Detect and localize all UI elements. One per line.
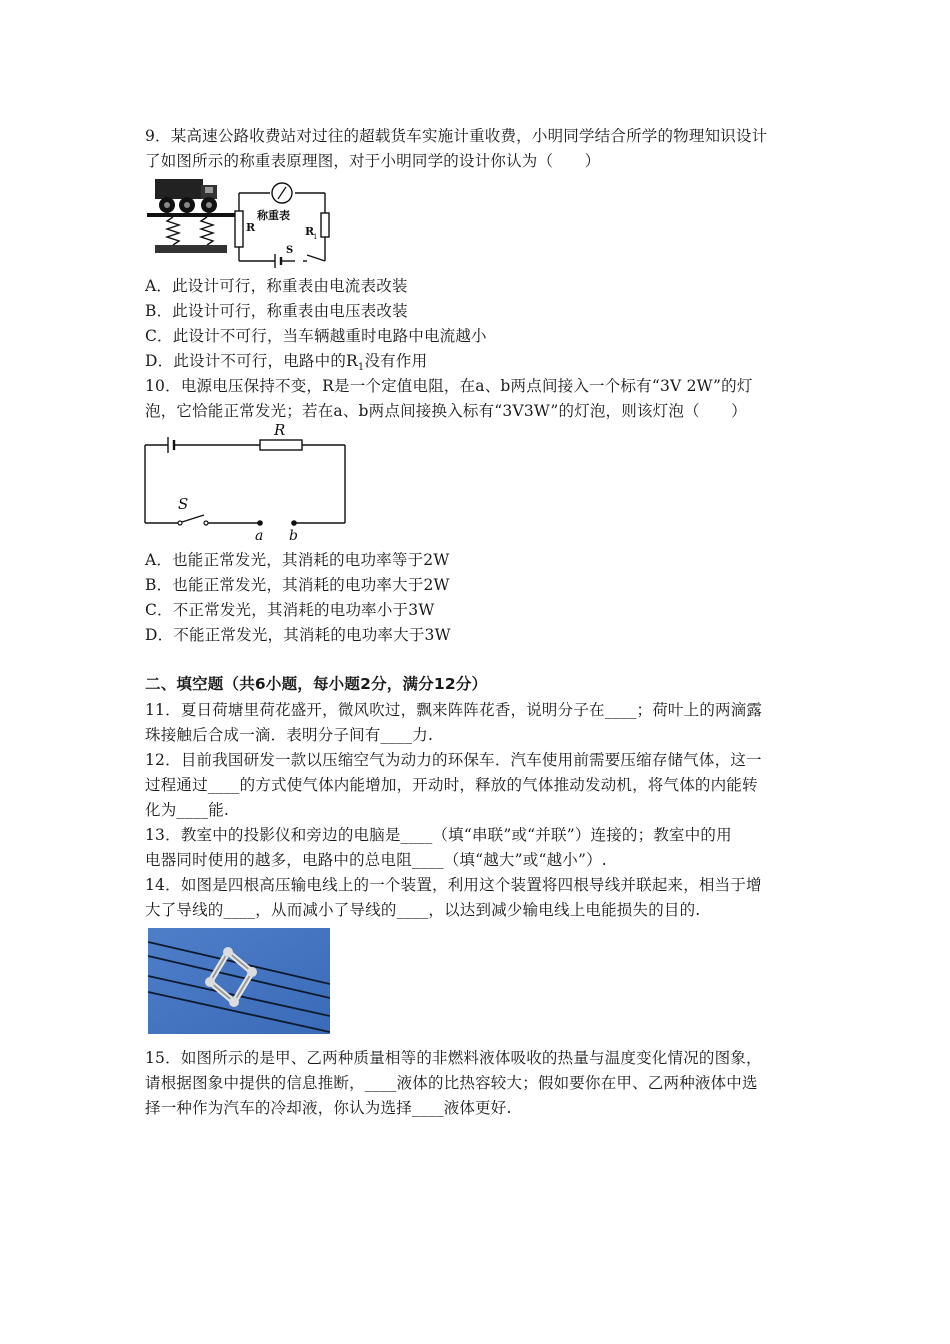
q9-option-d-tail: 没有作用 (364, 352, 428, 370)
q10-option-d: D．不能正常发光，其消耗的电功率大于3W (145, 626, 451, 644)
b-label: b (289, 528, 298, 543)
q9-option-b: B．此设计可行，称重表由电压表改装 (145, 302, 408, 320)
q13-line-1: 13．教室中的投影仪和旁边的电脑是____（填“串联”或“并联”）连接的；教室中的用 (145, 826, 732, 844)
q9-stem-line-2: 了如图所示的称重表原理图，对于小明同学的设计你认为（ ） (145, 152, 601, 170)
q15-line-2: 请根据图象中提供的信息推断，____液体的比热容较大；假如要你在甲、乙两种液体中选 (145, 1074, 758, 1092)
r1-subscript: 1 (313, 233, 318, 241)
q10-option-c: C．不正常发光，其消耗的电功率小于3W (145, 601, 435, 619)
q9-weighing-circuit-figure (145, 173, 330, 268)
q12-line-2: 过程通过____的方式使气体内能增加，开动时，释放的气体推动发动机，将气体的内能转 (145, 776, 758, 794)
q10-option-a: A．也能正常发光，其消耗的电功率等于2W (145, 551, 450, 569)
switch-label: S (286, 245, 294, 256)
q11-line-2: 珠接触后合成一滴．表明分子间有____力. (145, 726, 434, 744)
q9-option-c: C．此设计不可行，当车辆越重时电路中电流越小 (145, 327, 487, 345)
q14-line-1: 14．如图是四根高压输电线上的一个装置，利用这个装置将四根导线并联起来，相当于增 (145, 876, 762, 894)
q12-line-1: 12．目前我国研发一款以压缩空气为动力的环保车．汽车使用前需要压缩存储气体，这一 (145, 751, 762, 769)
q15-line-3: 择一种作为汽车的冷却液，你认为选择____液体更好. (145, 1099, 512, 1117)
q10-stem-line-2: 泡，它恰能正常发光；若在a、b两点间接换入标有“3V3W”的灯泡，则该灯泡（ ） (145, 402, 747, 420)
q9-option-d-text: D．此设计不可行，电路中的R (145, 352, 358, 370)
q10-stem-line-1: 10．电源电压保持不变，R是一个定值电阻，在a、b两点间接入一个标有“3V 2W”的灯 (145, 377, 753, 395)
q15-line-1: 15．如图所示的是甲、乙两种质量相等的非燃料液体吸收的热量与温度变化情况的图象， (145, 1049, 762, 1067)
a-label: a (255, 528, 264, 543)
section-2-title: 二、填空题（共6小题，每小题2分，满分12分） (145, 675, 488, 693)
q9-option-d-subscript: 1 (357, 362, 365, 374)
s-label: S (178, 495, 189, 513)
power-line-spacer-photo (148, 928, 330, 1034)
r-label: R (246, 221, 256, 234)
q10-circuit-figure (140, 423, 350, 543)
meter-label: 称重表 (257, 209, 290, 222)
q9-stem-line-1: 9．某高速公路收费站对过往的超载货车实施计重收费，小明同学结合所学的物理知识设计 (145, 127, 768, 145)
q10-option-b: B．也能正常发光，其消耗的电功率大于2W (145, 576, 450, 594)
q9-option-a: A．此设计可行，称重表由电流表改装 (145, 277, 408, 295)
q13-line-2: 电器同时使用的越多，电路中的总电阻____（填“越大”或“越小”）. (145, 851, 607, 869)
q14-line-2: 大了导线的____，从而减小了导线的____，以达到减少输电线上电能损失的目的. (145, 901, 701, 919)
q12-line-3: 化为____能. (145, 801, 230, 819)
r-label: R (274, 423, 286, 439)
q11-line-1: 11．夏日荷塘里荷花盛开，微风吹过，飘来阵阵花香，说明分子在____；荷叶上的两滴露 (145, 701, 763, 719)
r1-label: R (305, 225, 315, 238)
truck-icon (155, 179, 217, 213)
